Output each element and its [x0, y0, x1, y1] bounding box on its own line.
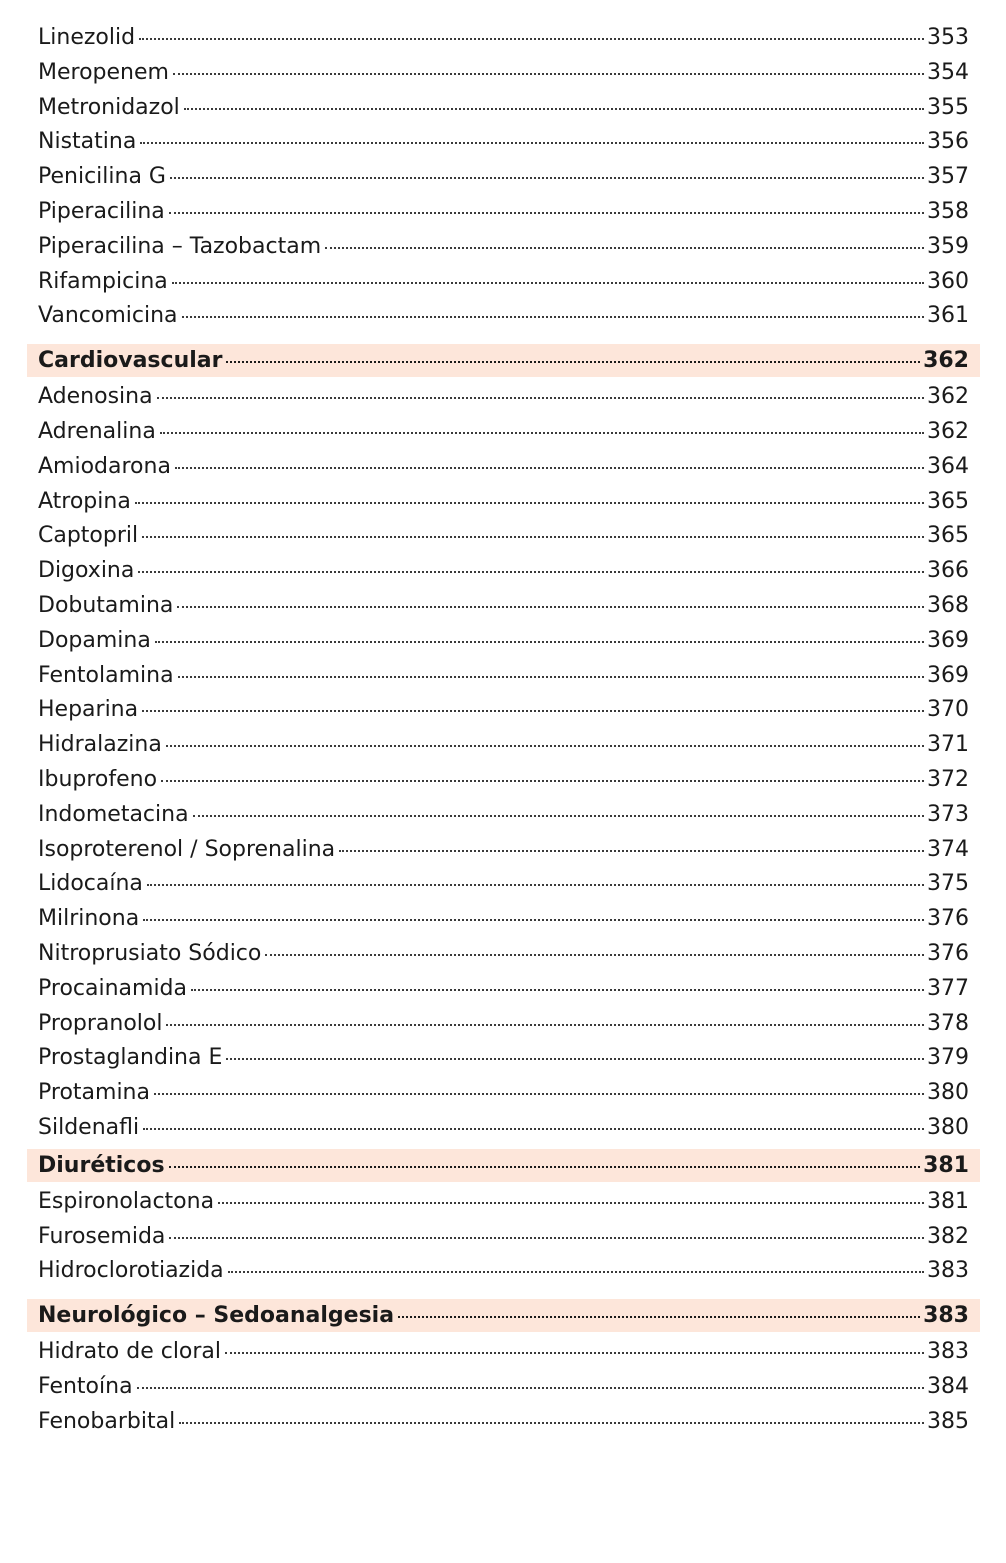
toc-entry-page: 356: [927, 129, 969, 155]
dot-leader: [143, 1128, 924, 1130]
dot-leader: [228, 1271, 924, 1273]
dot-leader: [182, 316, 925, 318]
section-spacer: [27, 1289, 980, 1299]
section-spacer: [27, 334, 980, 344]
dot-leader: [166, 1024, 924, 1026]
toc-entry-page: 364: [927, 453, 969, 479]
dot-leader: [172, 282, 924, 284]
toc-entry-label: Nistatina: [38, 129, 137, 155]
toc-entry-label: Procainamida: [38, 975, 188, 1001]
dot-leader: [155, 641, 924, 643]
section-title: Cardiovascular: [38, 348, 223, 374]
toc-entry-page: 377: [927, 975, 969, 1001]
toc-entry-label: Amiodarona: [38, 453, 171, 479]
toc-entry-page: 361: [927, 303, 969, 329]
toc-entry-label: Prostaglandina E: [38, 1045, 223, 1071]
toc-entry[interactable]: [27, 659, 980, 694]
toc-entry[interactable]: [27, 230, 980, 265]
toc-entry-page: 357: [927, 164, 969, 190]
dot-leader: [142, 536, 924, 538]
dot-leader: [140, 142, 924, 144]
toc-entry-label: Hidrato de cloral: [38, 1339, 222, 1365]
toc-entry[interactable]: [27, 1007, 980, 1042]
toc-section-heading[interactable]: [27, 344, 980, 377]
toc-entry[interactable]: [27, 867, 980, 902]
toc-entry-label: Propranolol: [38, 1010, 163, 1036]
toc-entry-label: Adenosina: [38, 384, 153, 410]
toc-entry-label: Ibuprofeno: [38, 766, 158, 792]
toc-entry-page: 371: [927, 732, 969, 758]
dot-leader: [265, 954, 924, 956]
toc-entry-page: 370: [927, 697, 969, 723]
toc-section-heading[interactable]: [27, 1299, 980, 1332]
dot-leader: [398, 1316, 920, 1318]
dot-leader: [169, 212, 924, 214]
toc-group-antimicrobials: [27, 21, 980, 334]
toc-entry-label: Hidroclorotiazida: [38, 1258, 224, 1284]
toc-entry[interactable]: [27, 902, 980, 937]
toc-entry[interactable]: [27, 1220, 980, 1255]
toc-entry[interactable]: [27, 798, 980, 833]
toc-entry-page: 383: [927, 1258, 969, 1284]
toc-entry-page: 383: [927, 1339, 969, 1365]
dot-leader: [160, 432, 924, 434]
toc-entry-label: Fentolamina: [38, 662, 174, 688]
toc-entry-label: Dopamina: [38, 627, 151, 653]
toc-entry[interactable]: [27, 265, 980, 300]
toc-entry-label: Isoproterenol / Soprenalina: [38, 836, 336, 862]
dot-leader: [178, 676, 924, 678]
toc-entry-label: Rifampicina: [38, 268, 168, 294]
toc-entry-page: 362: [927, 418, 969, 444]
toc-entry[interactable]: [27, 624, 980, 659]
toc-entry[interactable]: [27, 833, 980, 868]
toc-entry-page: 365: [927, 523, 969, 549]
toc-entry-page: 373: [927, 801, 969, 827]
toc-entry[interactable]: [27, 1076, 980, 1111]
toc-entry[interactable]: [27, 1370, 980, 1405]
dot-leader: [157, 397, 924, 399]
toc-entry[interactable]: [27, 554, 980, 589]
toc-entry[interactable]: [27, 195, 980, 230]
toc-section-neurologico: [27, 1299, 980, 1439]
toc-entry-label: Hidralazina: [38, 732, 162, 758]
toc-entry-label: Indometacina: [38, 801, 189, 827]
toc-section-diureticos: [27, 1149, 980, 1289]
toc-entry-label: Lidocaína: [38, 871, 143, 897]
toc-entry[interactable]: [27, 380, 980, 415]
toc-entry-page: 353: [927, 25, 969, 50]
toc-entry[interactable]: [27, 299, 980, 334]
toc-entry-label: Piperacilina – Tazobactam: [38, 233, 322, 259]
toc-entry-label: Meropenem: [38, 59, 169, 85]
dot-leader: [173, 73, 924, 75]
toc-entry-label: Vancomicina: [38, 303, 178, 329]
section-page: 381: [923, 1152, 969, 1178]
toc-entry[interactable]: [27, 91, 980, 126]
toc-entry-page: 385: [927, 1408, 969, 1434]
toc-entry[interactable]: [27, 450, 980, 485]
toc-entry[interactable]: [27, 1405, 980, 1440]
toc-entry[interactable]: [27, 972, 980, 1007]
toc-entry[interactable]: [27, 1111, 980, 1146]
toc-entry[interactable]: [27, 415, 980, 450]
toc-entry-label: Fenobarbital: [38, 1408, 176, 1434]
toc-entry-page: 362: [927, 384, 969, 410]
section-page: 383: [923, 1303, 969, 1329]
dot-leader: [191, 989, 924, 991]
section-page: 362: [923, 348, 969, 374]
toc-entry-label: Adrenalina: [38, 418, 156, 444]
toc-entry-label: Milrinona: [38, 906, 140, 932]
dot-leader: [154, 1093, 924, 1095]
dot-leader: [225, 1352, 924, 1354]
toc-entry-label: Atropina: [38, 488, 131, 514]
toc-section-heading[interactable]: [27, 1149, 980, 1182]
toc-entry-label: Metronidazol: [38, 94, 180, 120]
toc-entry-label: Penicilina G: [38, 164, 166, 190]
dot-leader: [179, 1422, 924, 1424]
toc-entry-label: Protamina: [38, 1080, 150, 1106]
toc-entry-label: Furosemida: [38, 1223, 166, 1249]
toc-entry[interactable]: [27, 1041, 980, 1076]
toc-entry-page: 375: [927, 871, 969, 897]
toc-entry[interactable]: [27, 937, 980, 972]
toc-entry-page: 359: [927, 233, 969, 259]
dot-leader: [169, 1237, 924, 1239]
dot-leader: [193, 815, 924, 817]
toc-section-cardiovascular: [27, 344, 980, 1146]
toc-entry[interactable]: [27, 21, 980, 56]
dot-leader: [175, 467, 924, 469]
toc-entry-page: 368: [927, 592, 969, 618]
dot-leader: [226, 361, 920, 363]
dot-leader: [226, 1058, 924, 1060]
dot-leader: [161, 780, 924, 782]
toc-entry-page: 382: [927, 1223, 969, 1249]
toc-entry-page: 355: [927, 94, 969, 120]
toc-entry-page: 372: [927, 766, 969, 792]
toc-entry-page: 366: [927, 558, 969, 584]
toc-entry-label: Nitroprusiato Sódico: [38, 940, 262, 966]
toc-entry-label: Dobutamina: [38, 592, 174, 618]
toc-entry-page: 365: [927, 488, 969, 514]
toc-entry-label: Heparina: [38, 697, 139, 723]
toc-entry-label: Fentoína: [38, 1373, 133, 1399]
toc-entry-page: 380: [927, 1080, 969, 1106]
dot-leader: [147, 884, 924, 886]
toc-entry[interactable]: [27, 485, 980, 520]
dot-leader: [184, 108, 924, 110]
section-title: Neurológico – Sedoanalgesia: [38, 1303, 395, 1329]
toc-entry[interactable]: [27, 589, 980, 624]
dot-leader: [169, 1166, 921, 1168]
toc-entry-page: 369: [927, 662, 969, 688]
toc-entry[interactable]: [27, 763, 980, 798]
dot-leader: [138, 571, 924, 573]
dot-leader: [137, 1387, 924, 1389]
toc-entry[interactable]: [27, 1335, 980, 1370]
dot-leader: [135, 502, 924, 504]
dot-leader: [143, 919, 924, 921]
toc-entry[interactable]: [27, 160, 980, 195]
toc-entry-label: Piperacilina: [38, 198, 165, 224]
toc-entry-page: 384: [927, 1373, 969, 1399]
toc-entry-page: 378: [927, 1010, 969, 1036]
dot-leader: [218, 1202, 924, 1204]
toc-entry-label: Captopril: [38, 523, 139, 549]
toc-entry-page: 376: [927, 940, 969, 966]
table-of-contents: [27, 21, 980, 1439]
dot-leader: [166, 745, 924, 747]
toc-entry-page: 376: [927, 906, 969, 932]
toc-entry[interactable]: [27, 125, 980, 160]
section-title: Diuréticos: [38, 1152, 165, 1178]
toc-entry[interactable]: [27, 1185, 980, 1220]
toc-entry[interactable]: [27, 1254, 980, 1289]
dot-leader: [339, 850, 924, 852]
toc-entry-page: 360: [927, 268, 969, 294]
dot-leader: [170, 177, 924, 179]
toc-entry[interactable]: [27, 56, 980, 91]
toc-entry-label: Espironolactona: [38, 1188, 215, 1214]
toc-entry-page: 354: [927, 59, 969, 85]
toc-entry-page: 379: [927, 1045, 969, 1071]
toc-entry[interactable]: [27, 728, 980, 763]
toc-entry-page: 374: [927, 836, 969, 862]
dot-leader: [177, 606, 924, 608]
dot-leader: [325, 247, 924, 249]
toc-entry[interactable]: [27, 519, 980, 554]
toc-entry-label: Linezolid: [38, 25, 136, 50]
toc-entry-page: 380: [927, 1114, 969, 1140]
toc-entry-label: Digoxina: [38, 558, 135, 584]
toc-entry-label: Sildenafli: [38, 1114, 140, 1140]
toc-entry-page: 369: [927, 627, 969, 653]
toc-entry-page: 381: [927, 1188, 969, 1214]
toc-entry-page: 358: [927, 198, 969, 224]
dot-leader: [142, 710, 924, 712]
toc-entry[interactable]: [27, 693, 980, 728]
dot-leader: [139, 38, 924, 40]
